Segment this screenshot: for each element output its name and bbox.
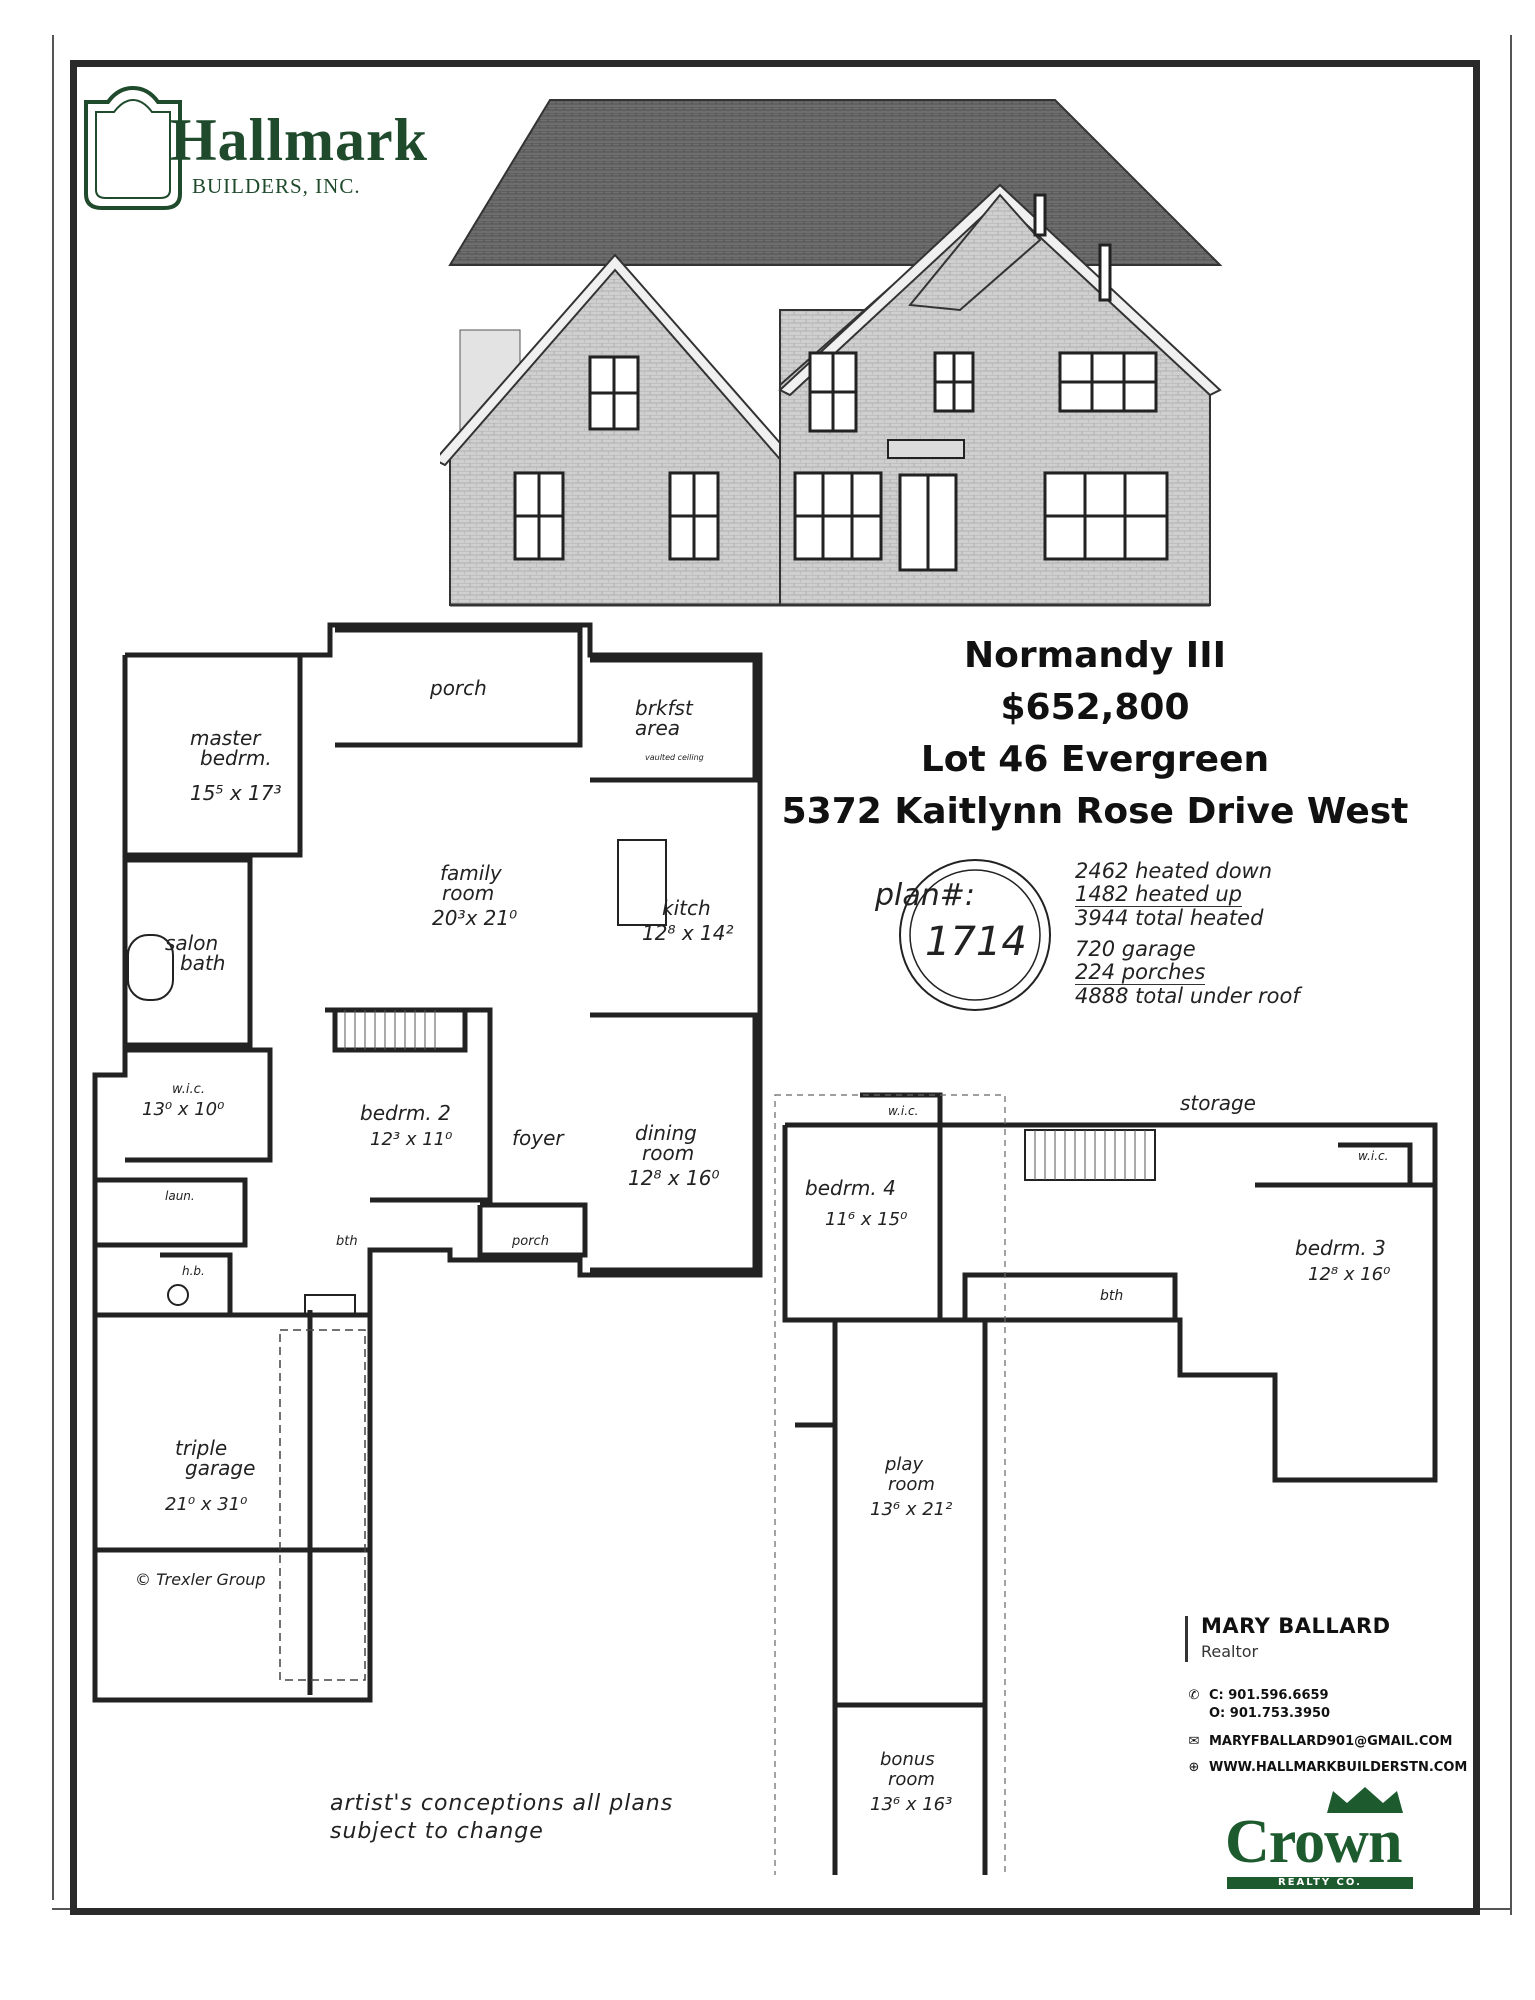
stair-treads-up: [1035, 1130, 1145, 1180]
listing-price: $652,800: [1000, 687, 1190, 728]
room-play: play: [885, 1454, 924, 1475]
room-bth-down: bth: [336, 1234, 358, 1249]
hallmark-subtitle: BUILDERS, INC.: [192, 174, 361, 198]
disclaimer: [330, 1790, 673, 1846]
room-porch: porch: [430, 676, 487, 700]
cell-phone[interactable]: [1185, 1688, 1329, 1703]
globe-icon: ⊕: [1188, 1760, 1200, 1775]
total-heated: 3944 total heated: [1075, 906, 1264, 930]
realtor-accent-bar: [1185, 1616, 1188, 1662]
storage-note: storage: [1180, 1091, 1256, 1115]
office-phone[interactable]: [1185, 1706, 1330, 1721]
email-text: MARYFBALLARD901@GMAIL.COM: [1209, 1734, 1453, 1749]
scan-edge-line-right: [1510, 35, 1512, 1915]
model-name: Normandy III: [963, 635, 1226, 676]
email-link[interactable]: [1185, 1734, 1452, 1749]
total-under-roof: 4888 total under roof: [1075, 984, 1300, 1008]
room-laun: laun.: [165, 1189, 195, 1203]
left-gable: [450, 260, 785, 605]
room-kitch: kitch: [662, 896, 711, 920]
copyright-note: © Trexler Group: [135, 1570, 266, 1589]
room-bth-up: bth: [1100, 1288, 1124, 1304]
room-front-porch: porch: [512, 1234, 549, 1249]
room-hb: h.b.: [182, 1264, 205, 1278]
bedrm3-size: 12⁸ x 16⁰: [1308, 1264, 1391, 1285]
room-family: family: [440, 861, 502, 885]
realtor-role: Realtor: [1201, 1642, 1259, 1661]
website-text: WWW.HALLMARKBUILDERSTN.COM: [1209, 1760, 1468, 1775]
dining-size: 12⁸ x 16⁰: [628, 1166, 720, 1190]
garage-size: 21⁰ x 31⁰: [165, 1494, 248, 1515]
disclaimer-line-2: subject to change: [330, 1819, 544, 1844]
square-footage-stats: [1075, 860, 1375, 1008]
master-size: 15⁵ x 17³: [190, 781, 282, 805]
room-master-bedrm: bedrm.: [200, 746, 272, 770]
garage-sqft: 720 garage: [1075, 937, 1196, 961]
room-bonus-room: room: [888, 1769, 935, 1790]
floor-plans: [80, 615, 1480, 1875]
room-triple: triple: [175, 1436, 228, 1460]
bedrm4-size: 11⁶ x 15⁰: [825, 1209, 908, 1230]
main-roof: [450, 100, 1220, 265]
play-size: 13⁶ x 21²: [870, 1499, 953, 1520]
room-play-room: room: [888, 1474, 935, 1495]
toilet-hb: [168, 1285, 188, 1305]
room-family-room: room: [442, 881, 495, 905]
kitch-size: 12⁸ x 14²: [642, 921, 734, 945]
room-master: master: [190, 726, 261, 750]
disclaimer-line-1: artist's conceptions all plans: [330, 1791, 674, 1816]
room-garage: garage: [185, 1456, 256, 1480]
plan-label: plan#:: [875, 878, 976, 913]
website-link[interactable]: [1185, 1760, 1467, 1775]
room-bedrm3: bedrm. 3: [1295, 1236, 1386, 1260]
house-elevation-drawing: [440, 95, 1230, 610]
room-bedrm2: bedrm. 2: [360, 1101, 451, 1125]
wic-size: 13⁰ x 10⁰: [142, 1099, 225, 1120]
room-bonus: bonus: [880, 1749, 935, 1770]
room-wic-up-a: w.i.c.: [888, 1104, 919, 1118]
room-bedrm4: bedrm. 4: [805, 1176, 896, 1200]
scan-edge-line-left: [52, 35, 54, 1900]
heated-down: 2462 heated down: [1075, 859, 1273, 883]
email-icon: ✉: [1188, 1734, 1200, 1749]
realtor-name: MARY BALLARD: [1201, 1614, 1391, 1638]
family-size: 20³x 21⁰: [432, 906, 518, 930]
crown-realty-logo: [1225, 1785, 1415, 1888]
room-salon-bath: bath: [180, 951, 226, 975]
crown-name: Crown: [1225, 1808, 1402, 1876]
room-wic: w.i.c.: [172, 1082, 205, 1097]
room-brkfst: brkfst: [635, 696, 693, 720]
room-wic-up-b: w.i.c.: [1358, 1149, 1389, 1163]
garage-bay: [280, 1330, 365, 1680]
room-dining-room: room: [642, 1141, 695, 1165]
cell-phone-text: C: 901.596.6659: [1209, 1688, 1329, 1703]
room-foyer: foyer: [512, 1126, 564, 1150]
bedrm2-size: 12³ x 11⁰: [370, 1129, 453, 1150]
street-address: 5372 Kaitlynn Rose Drive West: [781, 791, 1409, 832]
porches-sqft: 224 porches: [1075, 960, 1206, 984]
phone-icon: ✆: [1188, 1688, 1200, 1703]
stair-treads-down: [345, 1010, 435, 1050]
room-brkfst-area: area: [635, 716, 681, 740]
room-dining: dining: [635, 1121, 697, 1145]
hallmark-builders-logo: [78, 84, 428, 224]
hallmark-name: Hallmark: [170, 107, 428, 173]
office-phone-text: O: 901.753.3950: [1209, 1706, 1331, 1721]
lot-label: Lot 46 Evergreen: [920, 739, 1270, 780]
bonus-size: 13⁶ x 16³: [870, 1794, 953, 1815]
heated-up: 1482 heated up: [1075, 882, 1243, 906]
entry-canopy: [888, 440, 964, 458]
kitchen-island: [618, 840, 666, 925]
room-salon: salon: [165, 931, 219, 955]
vaulted-note: vaulted ceiling: [645, 753, 704, 762]
plan-number: 1714: [925, 919, 1027, 965]
crown-subtitle: REALTY CO.: [1227, 1877, 1413, 1889]
